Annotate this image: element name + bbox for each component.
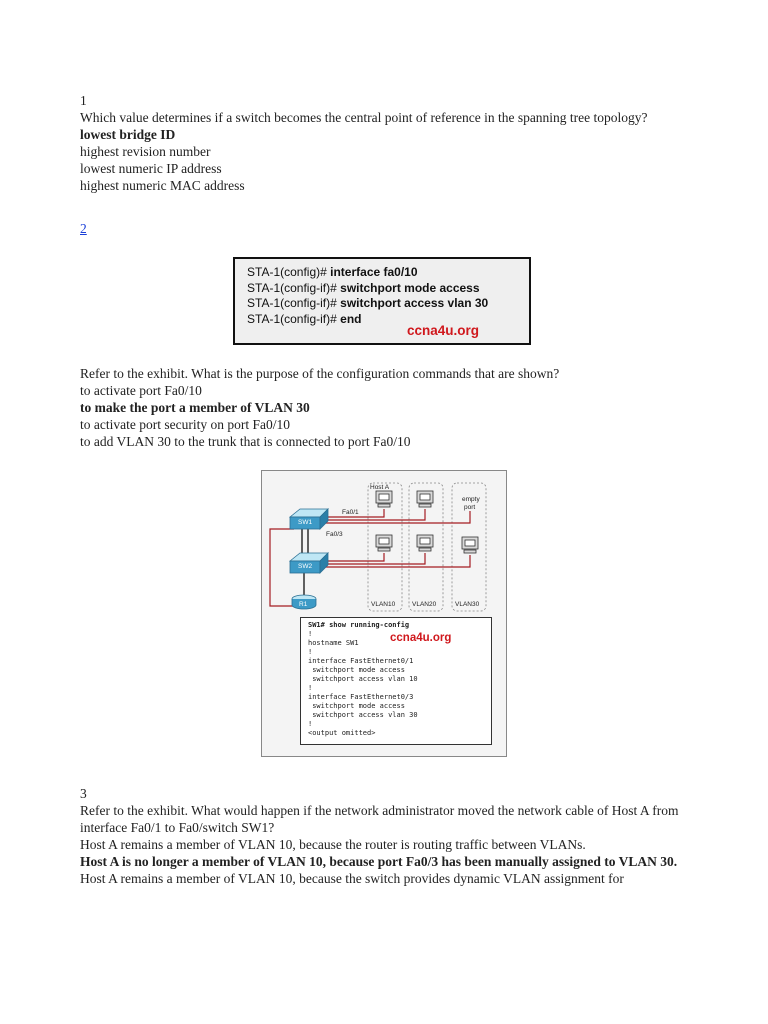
config-line: STA-1(config)# interface fa0/10 <box>247 265 418 279</box>
pc-icon <box>417 535 433 551</box>
config-line: ! <box>308 684 313 692</box>
host-a-label: Host A <box>370 484 390 491</box>
question-number-link[interactable]: 2 <box>80 221 87 236</box>
question-number: 1 <box>80 93 87 108</box>
empty-port-label: port <box>464 504 476 511</box>
config-line: STA-1(config-if)# switchport mode access <box>247 280 480 295</box>
r1-label: R1 <box>299 601 308 608</box>
vlan30-label: VLAN30 <box>455 601 480 608</box>
sw1-label: SW1 <box>298 519 313 526</box>
answer-option: to add VLAN 30 to the trunk that is connected to port Fa0/10 <box>80 434 411 449</box>
config-line: ! <box>308 720 313 728</box>
answer-option-correct: lowest bridge ID <box>80 127 176 142</box>
config-line: ! <box>308 648 313 656</box>
sw2-label: SW2 <box>298 563 313 570</box>
vlan10-label: VLAN10 <box>371 601 396 608</box>
answer-option-correct: to make the port a member of VLAN 30 <box>80 400 310 415</box>
question-number: 3 <box>80 786 87 801</box>
config-line: ! <box>308 630 313 638</box>
answer-option: Host A remains a member of VLAN 10, because the router is routing traffic between VLANs. <box>80 837 586 852</box>
answer-option: to activate port Fa0/10 <box>80 383 202 398</box>
pc-icon <box>376 535 392 551</box>
question-text: Which value determines if a switch becomes the central point of reference in the spanning tree topology? <box>80 110 648 125</box>
config-line: STA-1(config-if)# end <box>247 311 362 326</box>
empty-port-label: empty <box>462 496 480 503</box>
config-line: hostname SW1 <box>308 639 359 647</box>
answer-option: Host A remains a member of VLAN 10, because the switch provides dynamic VLAN assignment for <box>80 871 624 886</box>
answer-option: lowest numeric IP address <box>80 161 222 176</box>
watermark: ccna4u.org <box>407 323 480 338</box>
config-line: interface FastEthernet0/1 <box>308 657 414 665</box>
exhibit-network-topology <box>261 470 507 757</box>
config-line: switchport access vlan 10 <box>308 675 418 683</box>
answer-option-correct: Host A is no longer a member of VLAN 10, because port Fa0/3 has been manually assigned to VLAN 30. <box>80 854 678 869</box>
config-line: interface FastEthernet0/3 <box>308 693 414 701</box>
answer-option: to activate port security on port Fa0/10 <box>80 417 290 432</box>
config-line: SW1# show running-config <box>308 621 410 629</box>
answer-option: highest revision number <box>80 144 211 159</box>
pc-icon <box>462 537 478 553</box>
vlan20-label: VLAN20 <box>412 601 437 608</box>
config-line: switchport access vlan 30 <box>308 711 418 719</box>
document-page <box>80 92 720 887</box>
fa01-label: Fa0/1 <box>342 509 359 516</box>
fa03-label: Fa0/3 <box>326 531 343 538</box>
pc-host-a-icon <box>376 491 392 507</box>
config-line: switchport mode access <box>308 702 405 710</box>
watermark: ccna4u.org <box>390 632 452 644</box>
answer-option: highest numeric MAC address <box>80 178 245 193</box>
config-line: switchport mode access <box>308 666 405 674</box>
exhibit-config-commands <box>233 257 531 345</box>
question-text: Refer to the exhibit. What would happen if the network administrator moved the network cable of Host A from interface Fa0/1 to Fa0/switch SW1? <box>80 803 679 835</box>
config-line: STA-1(config-if)# switchport access vlan 30 <box>247 296 489 310</box>
config-line: <output omitted> <box>308 729 376 737</box>
pc-icon <box>417 491 433 507</box>
question-text: Refer to the exhibit. What is the purpose of the configuration commands that are shown? <box>80 366 560 381</box>
